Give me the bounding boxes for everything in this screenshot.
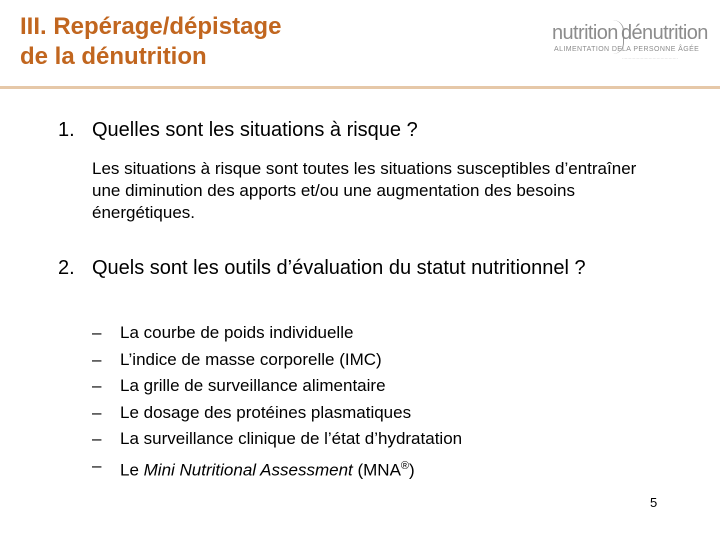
logo-fine-print: ·········································· — [622, 56, 678, 61]
list-item-text: L’indice de masse corporelle (IMC) — [120, 349, 382, 369]
title-line-1: III. Repérage/dépistage — [20, 13, 282, 40]
question-2-text: Quels sont les outils d’évaluation du statut nutritionnel ? — [92, 257, 586, 279]
tools-list — [92, 320, 462, 484]
dash-bullet: – — [92, 455, 102, 475]
question-2-number: 2. — [58, 257, 75, 279]
mna-prefix: Le — [120, 460, 144, 480]
list-item-text: Le dosage des protéines plasmatiques — [120, 402, 412, 422]
list-item — [92, 373, 462, 400]
dash-bullet: – — [92, 402, 102, 422]
question-2 — [58, 256, 586, 280]
list-item — [92, 426, 462, 453]
list-item-text: La surveillance clinique de l’état d’hydratation — [120, 429, 463, 449]
dash-bullet: – — [92, 429, 102, 449]
list-item — [92, 320, 462, 347]
list-item-text: La courbe de poids individuelle — [120, 323, 354, 342]
list-item — [92, 347, 462, 374]
list-item-text: La grille de surveillance alimentaire — [120, 376, 386, 396]
dash-bullet: – — [92, 349, 102, 369]
dash-bullet: – — [92, 376, 102, 396]
title-divider — [0, 86, 720, 89]
question-1-text: Quelles sont les situations à risque ? — [92, 119, 418, 141]
title-line-2: de la dénutrition — [20, 43, 207, 70]
registered-mark: ® — [400, 459, 410, 472]
mna-suffix: (MNA — [352, 460, 401, 480]
dash-bullet: – — [92, 323, 102, 342]
logo-subtitle-left: ALIMENTATION DE — [554, 46, 623, 53]
logo-word-denutrition: dénutrition — [621, 22, 708, 44]
list-item — [92, 400, 462, 427]
logo-word-nutrition: nutrition — [552, 22, 618, 44]
page-number: 5 — [650, 495, 658, 510]
slide-title — [20, 12, 500, 72]
logo — [552, 18, 712, 68]
question-1-number: 1. — [58, 119, 75, 141]
mna-close: ) — [409, 460, 415, 480]
list-item-mna — [92, 453, 462, 484]
answer-1: Les situations à risque sont toutes les situations susceptibles d’entraîner une diminution des apports et/ou une augmentation des besoins énergétiques. — [92, 159, 637, 222]
logo-subtitle-right: LA PERSONNE ÂGÉE — [622, 46, 700, 53]
mna-italic-name: Mini Nutritional Assessment — [143, 460, 353, 480]
question-1 — [58, 118, 418, 142]
